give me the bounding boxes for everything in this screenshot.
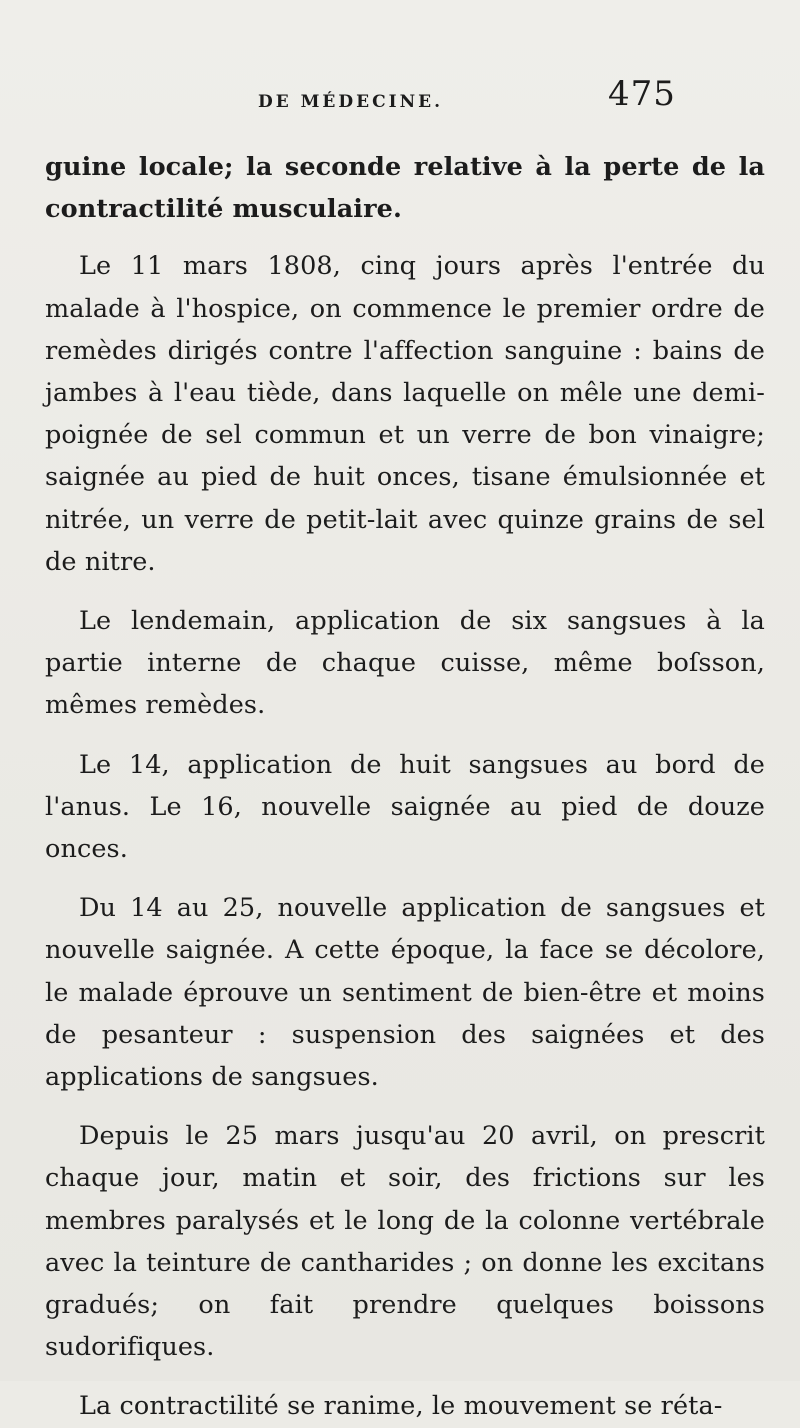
paragraph-continuation: guine locale; la seconde relative à la perte de la contractilité musculaire. xyxy=(45,152,765,225)
body-text xyxy=(45,146,765,1428)
paragraph-next-day: Le lendemain, application de six sangsues à la partie interne de chaque cuisse, même boſsson, mêmes remèdes. xyxy=(45,606,765,721)
running-head: DE MÉDECINE. xyxy=(258,92,443,112)
paragraph-march-11: Le 11 mars 1808, cinq jours après l'entrée du malade à l'hospice, on commence le premier ordre de remèdes dirigés contre l'affection sanguine : bains de jambes à l'eau tiède, dans laquelle on mêle une demi-poignée de sel commun et un verre de bon vinaigre; saignée au pied de huit onces, tisane émulsionnée et nitrée, un verre de petit-lait avec quinze grains de sel de nitre. xyxy=(45,251,765,577)
page-number: 475 xyxy=(608,74,676,114)
paragraph-march-25-april-20: Depuis le 25 mars jusqu'au 20 avril, on prescrit chaque jour, matin et soir, des frictions sur les membres paralysés et le long de la colonne vertébrale avec la teinture de cantharides ; on donne les excitans gradués; on fait prendre quelques boissons sudorifiques. xyxy=(45,1121,765,1363)
paragraph-contractility: La contractilité se ranime, le mouvement se réta- xyxy=(79,1391,723,1422)
paragraph-march-14: Le 14, application de huit sangsues au bord de l'anus. Le 16, nouvelle saignée au pied de douze onces. xyxy=(45,749,765,865)
paragraph-march-14-25: Du 14 au 25, nouvelle application de sangsues et nouvelle saignée. A cette époque, la face se décolore, le malade éprouve un sentiment de bien-être et moins de pesanteur : suspension des saignées et des applications de sangsues. xyxy=(45,893,765,1093)
